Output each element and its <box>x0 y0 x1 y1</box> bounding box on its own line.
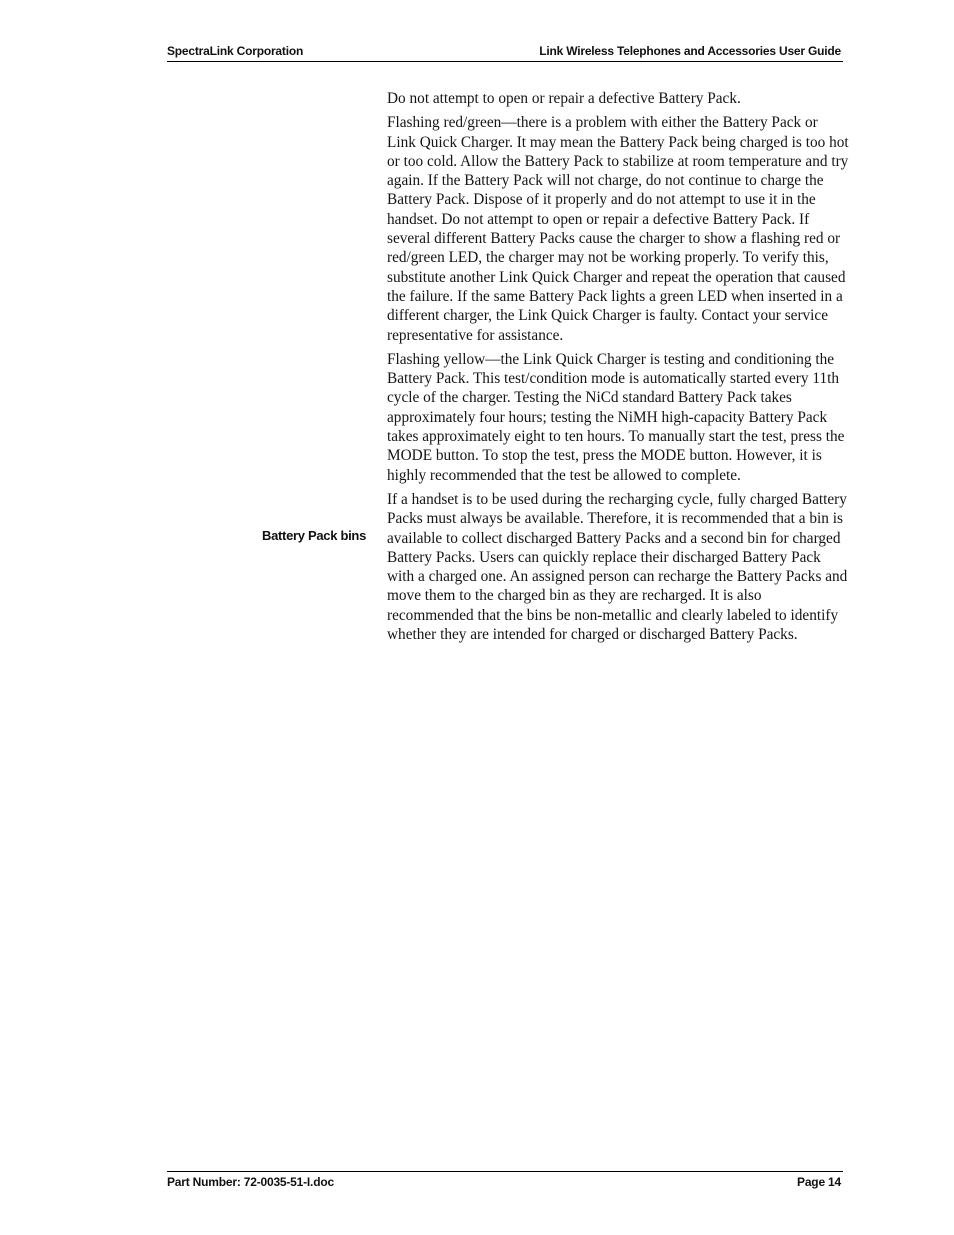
paragraph-flashing-red-green: Flashing red/green—there is a problem with either the Battery Pack or Link Quick Charger. It may mean the Battery Pack being charged is too hot or too cold. Allow the Battery Pack to stabilize at room temperature and try again. If the Battery Pack will not charge, do not continue to charge the Battery Pack. Dispose of it properly and do not attempt to use it in the handset. Do not attempt to open or repair a defective Battery Pack. If several different Battery Packs cause the charger to show a flashing red or red/green LED, the charger may not be working properly. To verify this, substitute another Link Quick Charger and repeat the operation that caused the failure. If the same Battery Pack lights a green LED when inserted in a different charger, the Link Quick Charger is faulty. Contact your service representative for assistance. <box>387 114 849 344</box>
footer-page-number: Page 14 <box>797 1175 841 1189</box>
footer-part-number: Part Number: 72-0035-51-I.doc <box>167 1175 334 1189</box>
paragraph-flashing-yellow: Flashing yellow—the Link Quick Charger is testing and conditioning the Battery Pack. This test/condition mode is automatically started every 11th cycle of the charger. Testing the NiCd standard Battery Pack takes approximately four hours; testing the NiMH high-capacity Battery Pack takes approximately eight to ten hours. To manually start the test, press the MODE button. To stop the test, press the MODE button. However, it is highly recommended that the test be allowed to complete. <box>387 350 845 484</box>
header-doc-title: Link Wireless Telephones and Accessories User Guide <box>539 44 841 58</box>
page-header <box>167 43 843 62</box>
paragraph-do-not-open: Do not attempt to open or repair a defective Battery Pack. <box>387 90 741 107</box>
header-company: SpectraLink Corporation <box>167 44 304 58</box>
page-footer <box>167 1171 843 1189</box>
main-text-column <box>387 89 849 649</box>
section-heading-battery-pack-bins: Battery Pack bins <box>262 528 367 543</box>
paragraph-battery-pack-bins: If a handset is to be used during the recharging cycle, fully charged Battery Packs must always be available. Therefore, it is recommended that a bin is available to collect discharged Battery Packs and a second bin for charged Battery Packs. Users can quickly replace their discharged Battery Pack with a charged one. An assigned person can recharge the Battery Packs and move them to the charged bin as they are recharged. It is also recommended that the bins be non-metallic and clearly labeled to identify whether they are intended for charged or discharged Battery Packs. <box>387 490 848 644</box>
